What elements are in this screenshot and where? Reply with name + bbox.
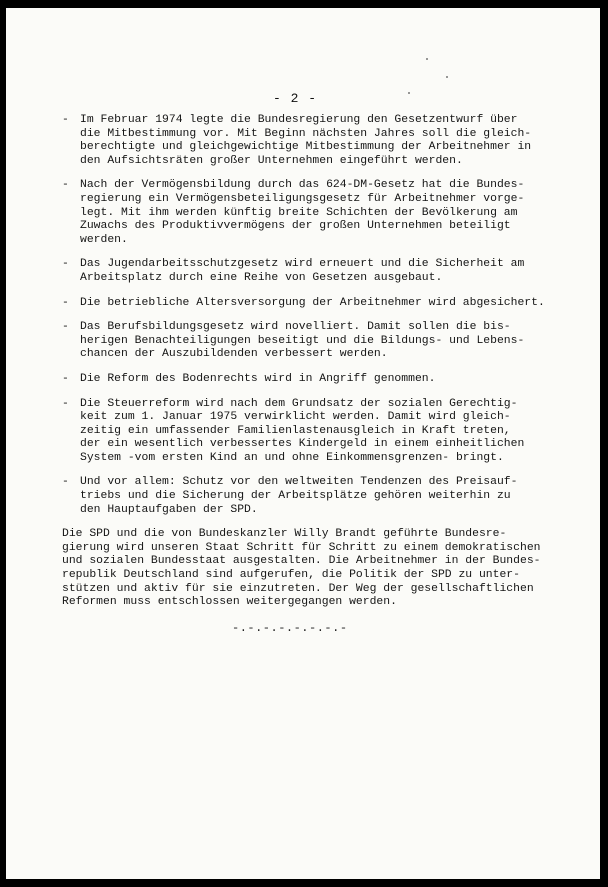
bullet-item (62, 297, 577, 311)
bullet-line: chancen der Auszubildenden verbessert werden. (80, 348, 388, 361)
bullet-line: Das Jugendarbeitsschutzgesetz wird erneuert und die Sicherheit am (80, 258, 525, 271)
bullet-line: zeitig ein umfassender Familienlastenausgleich in Kraft treten, (80, 424, 511, 437)
closing-line: und sozialen Bundesstaat ausgestalten. Die Arbeitnehmer in der Bundes- (62, 555, 541, 568)
end-divider: -.-.-.-.-.-.-.- (232, 621, 348, 635)
bullet-line: Nach der Vermögensbildung durch das 624-DM-Gesetz hat die Bundes- (80, 179, 525, 192)
scan-speck (446, 76, 448, 78)
bullet-line: der ein wesentlich verbessertes Kindergeld in einem einheitlichen (80, 438, 525, 451)
bullet-line: regierung ein Vermögensbeteiligungsgesetz für Arbeitnehmer vorge- (80, 192, 525, 205)
bullet-line: Zuwachs des Produktivvermögens der großen Unternehmen beteiligt (80, 220, 511, 233)
closing-paragraph (62, 528, 577, 610)
bullet-line: legt. Mit ihm werden künftig breite Schichten der Bevölkerung am (80, 206, 518, 219)
closing-line: republik Deutschland sind aufgerufen, die Politik der SPD zu unter- (62, 569, 520, 582)
bullet-item (62, 258, 577, 285)
document-page (6, 8, 600, 879)
bullet-item (62, 114, 577, 168)
closing-line: Die SPD und die von Bundeskanzler Willy Brandt geführte Bundesre- (62, 528, 507, 541)
bullet-dash: - (62, 296, 69, 309)
bullet-line: Die Reform des Bodenrechts wird in Angriff genommen. (80, 372, 436, 385)
bullet-dash: - (62, 321, 69, 334)
bullet-line: die Mitbestimmung vor. Mit Beginn nächsten Jahres soll die gleich- (80, 127, 532, 140)
bullet-line: Im Februar 1974 legte die Bundesregierung den Gesetzentwurf über (80, 114, 518, 126)
bullet-line: berechtigte und gleichgewichtige Mitbestimmung der Arbeitnehmer in (80, 141, 532, 154)
bullet-line: Die betriebliche Altersversorgung der Arbeitnehmer wird abgesichert. (80, 296, 545, 309)
page-number: - 2 - (273, 91, 318, 106)
bullet-dash: - (62, 397, 69, 410)
bullet-dash: - (62, 114, 69, 126)
bullet-line: den Hauptaufgaben der SPD. (80, 503, 258, 516)
scan-speck (408, 92, 410, 94)
document-body (62, 114, 577, 610)
bullet-item (62, 321, 577, 362)
bullet-dash: - (62, 179, 69, 192)
bullet-line: herigen Benachteiligungen beseitigt und die Bildungs- und Lebens- (80, 334, 525, 347)
bullet-item (62, 398, 577, 466)
scan-speck (426, 58, 428, 60)
bullet-item (62, 373, 577, 387)
bullet-item (62, 476, 577, 517)
bullet-line: den Aufsichtsräten großer Unternehmen eingeführt werden. (80, 154, 463, 167)
bullet-dash: - (62, 476, 69, 489)
bullet-item (62, 179, 577, 247)
bullet-line: keit zum 1. Januar 1975 verwirklicht werden. Damit wird gleich- (80, 411, 511, 424)
bullet-line: werden. (80, 233, 128, 246)
bullet-list (62, 114, 577, 517)
bullet-line: System -vom ersten Kind an und ohne Einkommensgrenzen- bringt. (80, 451, 504, 464)
closing-line: stützen und aktiv für sie einzutreten. Der Weg der gesellschaftlichen (62, 582, 534, 595)
bullet-dash: - (62, 372, 69, 385)
bullet-line: Das Berufsbildungsgesetz wird novelliert. Damit sollen die bis- (80, 321, 511, 334)
closing-line: gierung wird unseren Staat Schritt für Schritt zu einem demokratischen (62, 541, 541, 554)
bullet-line: Und vor allem: Schutz vor den weltweiten Tendenzen des Preisauf- (80, 476, 518, 489)
bullet-line: triebs und die Sicherung der Arbeitsplätze gehören weiterhin zu (80, 490, 511, 503)
closing-line: Reformen muss entschlossen weitergegangen werden. (62, 596, 397, 609)
bullet-line: Die Steuerreform wird nach dem Grundsatz der sozialen Gerechtig- (80, 397, 518, 410)
bullet-line: Arbeitsplatz durch eine Reihe von Gesetzen ausgebaut. (80, 271, 443, 284)
bullet-dash: - (62, 258, 69, 271)
